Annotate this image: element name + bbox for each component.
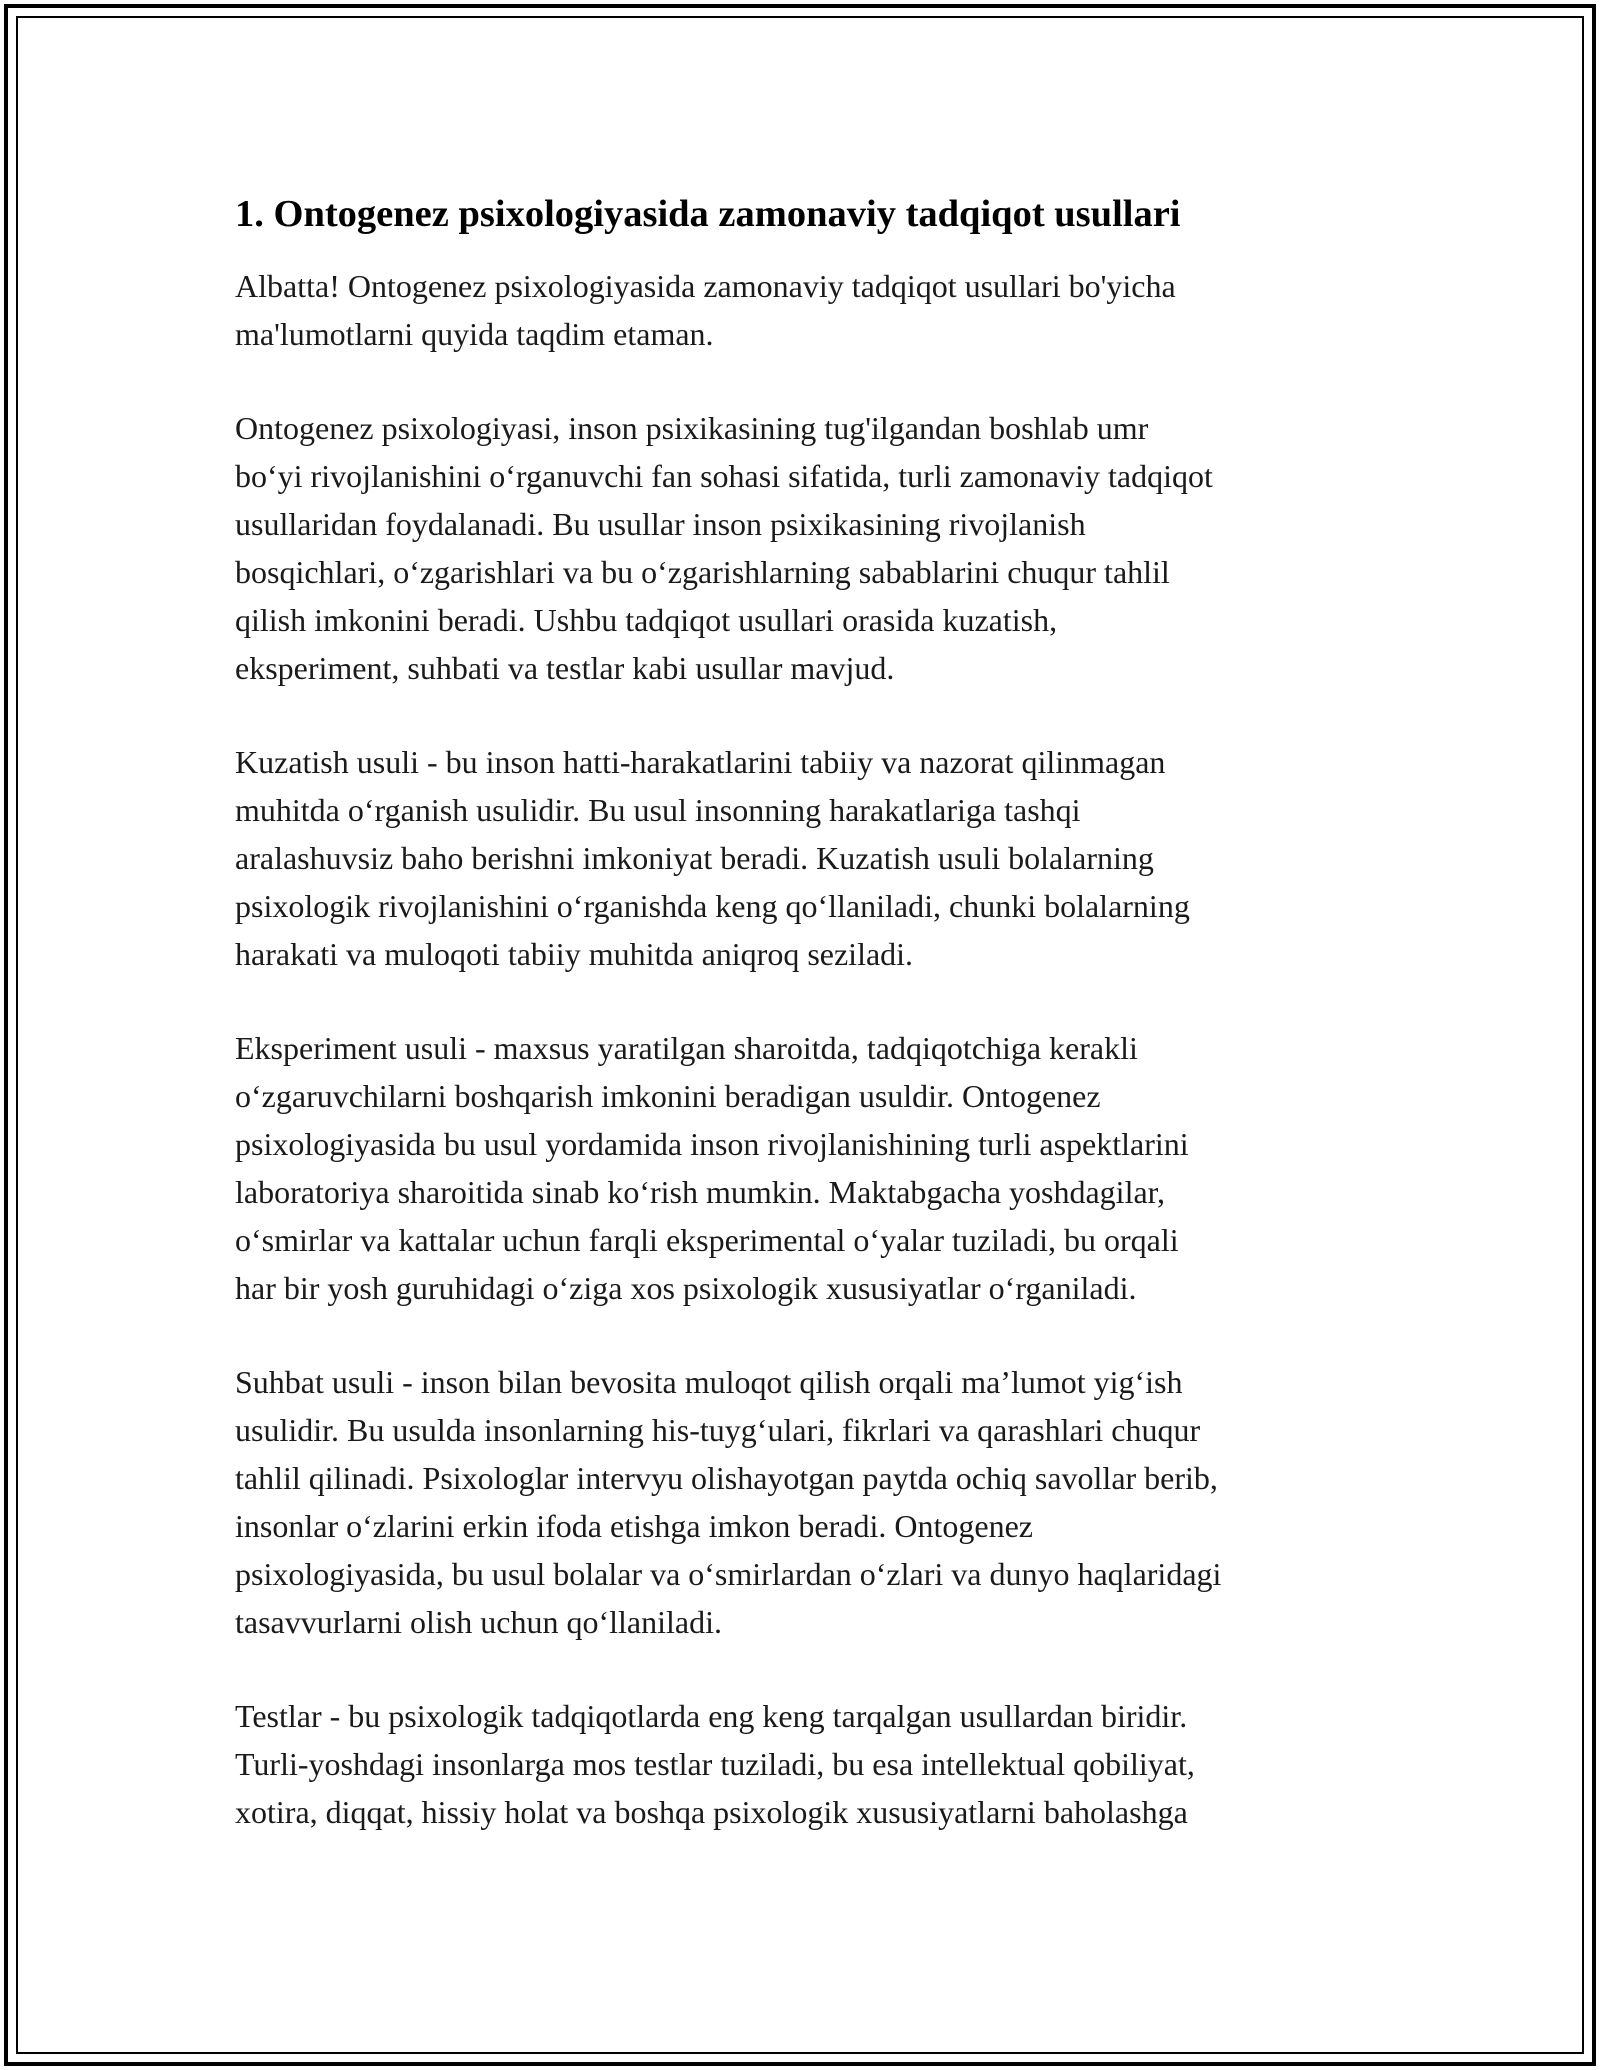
paragraph-line: psixologiyasida bu usul yordamida inson rivojlanishining turli aspektlarini <box>235 1126 1189 1162</box>
paragraph-line: Turli-yoshdagi insonlarga mos testlar tuziladi, bu esa intellektual qobiliyat, <box>235 1746 1195 1782</box>
paragraph-line: Kuzatish usuli - bu inson hatti-harakatlarini tabiiy va nazorat qilinmagan <box>235 744 1166 780</box>
paragraph-line: usulidir. Bu usulda insonlarning his-tuyg‘ulari, fikrlari va qarashlari chuqur <box>235 1412 1201 1448</box>
paragraph-line: Eksperiment usuli - maxsus yaratilgan sharoitda, tadqiqotchiga kerakli <box>235 1030 1138 1066</box>
paragraph-line: bo‘yi rivojlanishini o‘rganuvchi fan sohasi sifatida, turli zamonaviy tadqiqot <box>235 458 1213 494</box>
paragraph-line: psixologiyasida, bu usul bolalar va o‘smirlardan o‘zlari va dunyo haqlaridagi <box>235 1556 1222 1592</box>
paragraph-line: ma'lumotlarni quyida taqdim etaman. <box>235 316 714 352</box>
paragraph-line: Testlar - bu psixologik tadqiqotlarda eng keng tarqalgan usullardan biridir. <box>235 1698 1188 1734</box>
paragraph-line: har bir yosh guruhidagi o‘ziga xos psixologik xususiyatlar o‘rganiladi. <box>235 1270 1137 1306</box>
paragraph-line: qilish imkonini beradi. Ushbu tadqiqot usullari orasida kuzatish, <box>235 602 1058 638</box>
paragraph-line: usullaridan foydalanadi. Bu usullar inson psixikasining rivojlanish <box>235 506 1086 542</box>
document-body <box>235 190 1405 1882</box>
paragraph-line: bosqichlari, o‘zgarishlari va bu o‘zgarishlarning sabablarini chuqur tahlil <box>235 554 1170 590</box>
document-title: 1. Ontogenez psixologiyasida zamonaviy tadqiqot usullari <box>235 193 1181 235</box>
paragraph-line: tahlil qilinadi. Psixologlar intervyu olishayotgan paytda ochiq savollar berib, <box>235 1460 1218 1496</box>
paragraph-line: Albatta! Ontogenez psixologiyasida zamonaviy tadqiqot usullari bo'yicha <box>235 268 1176 304</box>
paragraph-line: laboratoriya sharoitida sinab ko‘rish mumkin. Maktabgacha yoshdagilar, <box>235 1174 1166 1210</box>
paragraph <box>235 1358 1405 1646</box>
paragraph-line: aralashuvsiz baho berishni imkoniyat beradi. Kuzatish usuli bolalarning <box>235 840 1154 876</box>
paragraph-line: eksperiment, suhbati va testlar kabi usullar mavjud. <box>235 650 895 686</box>
paragraph-line: insonlar o‘zlarini erkin ifoda etishga imkon beradi. Ontogenez <box>235 1508 1033 1544</box>
paragraph <box>235 738 1405 978</box>
paragraph-line: Suhbat usuli - inson bilan bevosita muloqot qilish orqali ma’lumot yig‘ish <box>235 1364 1183 1400</box>
paragraph-line: muhitda o‘rganish usulidir. Bu usul insonning harakatlariga tashqi <box>235 792 1081 828</box>
paragraph-line: psixologik rivojlanishini o‘rganishda keng qo‘llaniladi, chunki bolalarning <box>235 888 1190 924</box>
paragraph <box>235 1024 1405 1312</box>
paragraph-line: o‘smirlar va kattalar uchun farqli eksperimental o‘yalar tuziladi, bu orqali <box>235 1222 1179 1258</box>
paragraph <box>235 262 1405 358</box>
paragraph-line: Ontogenez psixologiyasi, inson psixikasining tug'ilgandan boshlab umr <box>235 410 1149 446</box>
paragraph-line: harakati va muloqoti tabiiy muhitda aniqroq seziladi. <box>235 936 914 972</box>
paragraph-line: o‘zgaruvchilarni boshqarish imkonini beradigan usuldir. Ontogenez <box>235 1078 1101 1114</box>
paragraph-list <box>235 262 1405 1836</box>
paragraph-line: tasavvurlarni olish uchun qo‘llaniladi. <box>235 1604 722 1640</box>
paragraph <box>235 1692 1405 1836</box>
paragraph <box>235 404 1405 692</box>
paragraph-line: xotira, diqqat, hissiy holat va boshqa psixologik xususiyatlarni baholashga <box>235 1794 1188 1830</box>
